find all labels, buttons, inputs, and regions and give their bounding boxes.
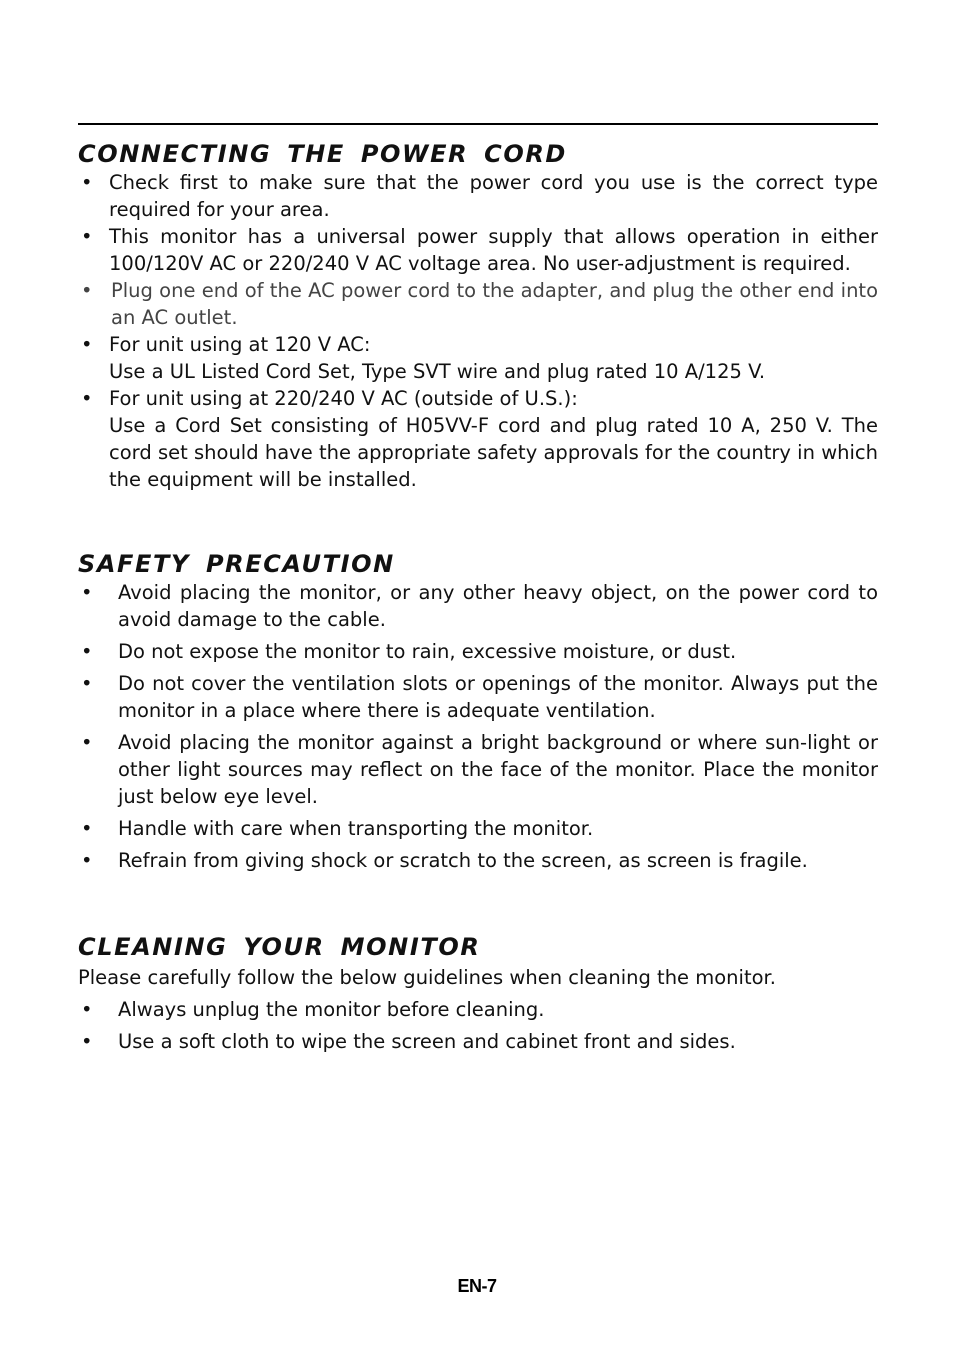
- section-power-cord: [78, 139, 878, 493]
- bullet-icon: •: [81, 640, 93, 663]
- safety-list: [78, 579, 878, 874]
- list-item-text: Always unplug the monitor before cleaning.: [118, 998, 545, 1021]
- bullet-icon: •: [81, 731, 93, 754]
- list-item-text: Avoid placing the monitor, or any other heavy object, on the power cord to avoid damage to the cable.: [118, 581, 878, 631]
- list-item: [78, 223, 878, 277]
- list-item: [78, 579, 878, 633]
- list-item: [78, 277, 878, 331]
- bullet-icon: •: [81, 387, 93, 410]
- bullet-icon: •: [81, 672, 93, 695]
- list-item: [78, 638, 878, 665]
- list-item: [78, 815, 878, 842]
- section-cleaning: [78, 932, 878, 1055]
- cleaning-intro: Please carefully follow the below guidelines when cleaning the monitor.: [78, 966, 776, 989]
- list-item-text: For unit using at 120 V AC:: [109, 333, 371, 356]
- list-item: [78, 996, 878, 1023]
- top-rule: [78, 123, 878, 125]
- list-item-text: Do not cover the ventilation slots or openings of the monitor. Always put the monitor in a place where there is adequate ventilation.: [118, 672, 878, 722]
- bullet-icon: •: [81, 849, 93, 872]
- list-item: [78, 1028, 878, 1055]
- list-item: [78, 331, 878, 385]
- manual-page: [78, 123, 878, 1060]
- list-item-text: Handle with care when transporting the monitor.: [118, 817, 594, 840]
- section-title-power-cord: CONNECTING THE POWER CORD: [78, 140, 567, 168]
- bullet-icon: •: [81, 333, 93, 356]
- bullet-icon: •: [81, 225, 93, 248]
- list-item-text: This monitor has a universal power supply that allows operation in either 100/120V AC or 220/240 V AC voltage area. No user-adjustment is required.: [109, 225, 878, 275]
- list-item-text: Do not expose the monitor to rain, excessive moisture, or dust.: [118, 640, 737, 663]
- bullet-icon: •: [81, 581, 93, 604]
- list-item: [78, 670, 878, 724]
- list-item: [78, 729, 878, 810]
- list-item-text: Check first to make sure that the power cord you use is the correct type required for your area.: [109, 171, 878, 221]
- list-item-text: Use a soft cloth to wipe the screen and cabinet front and sides.: [118, 1030, 736, 1053]
- power-cord-list: [78, 169, 878, 493]
- list-item: [78, 385, 878, 493]
- bullet-icon: •: [81, 279, 93, 302]
- page-number: EN-7: [457, 1276, 497, 1296]
- list-item-text: Avoid placing the monitor against a bright background or where sun-light or other light sources may reflect on the face of the monitor. Place the monitor just below eye level.: [118, 731, 878, 808]
- bullet-icon: •: [81, 1030, 93, 1053]
- section-title-cleaning: CLEANING YOUR MONITOR: [78, 933, 481, 961]
- bullet-icon: •: [81, 998, 93, 1021]
- cleaning-list: [78, 996, 878, 1055]
- section-title-safety-precaution: SAFETY PRECAUTION: [78, 550, 395, 578]
- bullet-icon: •: [81, 171, 93, 194]
- list-item-text: Plug one end of the AC power cord to the adapter, and plug the other end into an AC outlet.: [111, 279, 878, 329]
- list-item-subtext: Use a Cord Set consisting of H05VV-F cord and plug rated 10 A, 250 V. The cord set should have the appropriate safety approvals for the country in which the equipment will be installed.: [109, 414, 878, 491]
- section-safety-precaution: [78, 549, 878, 874]
- list-item-text: Refrain from giving shock or scratch to the screen, as screen is fragile.: [118, 849, 808, 872]
- list-item-subtext: Use a UL Listed Cord Set, Type SVT wire and plug rated 10 A/125 V.: [109, 360, 766, 383]
- bullet-icon: •: [81, 817, 93, 840]
- list-item: [78, 847, 878, 874]
- list-item: [78, 169, 878, 223]
- list-item-text: For unit using at 220/240 V AC (outside of U.S.):: [109, 387, 578, 410]
